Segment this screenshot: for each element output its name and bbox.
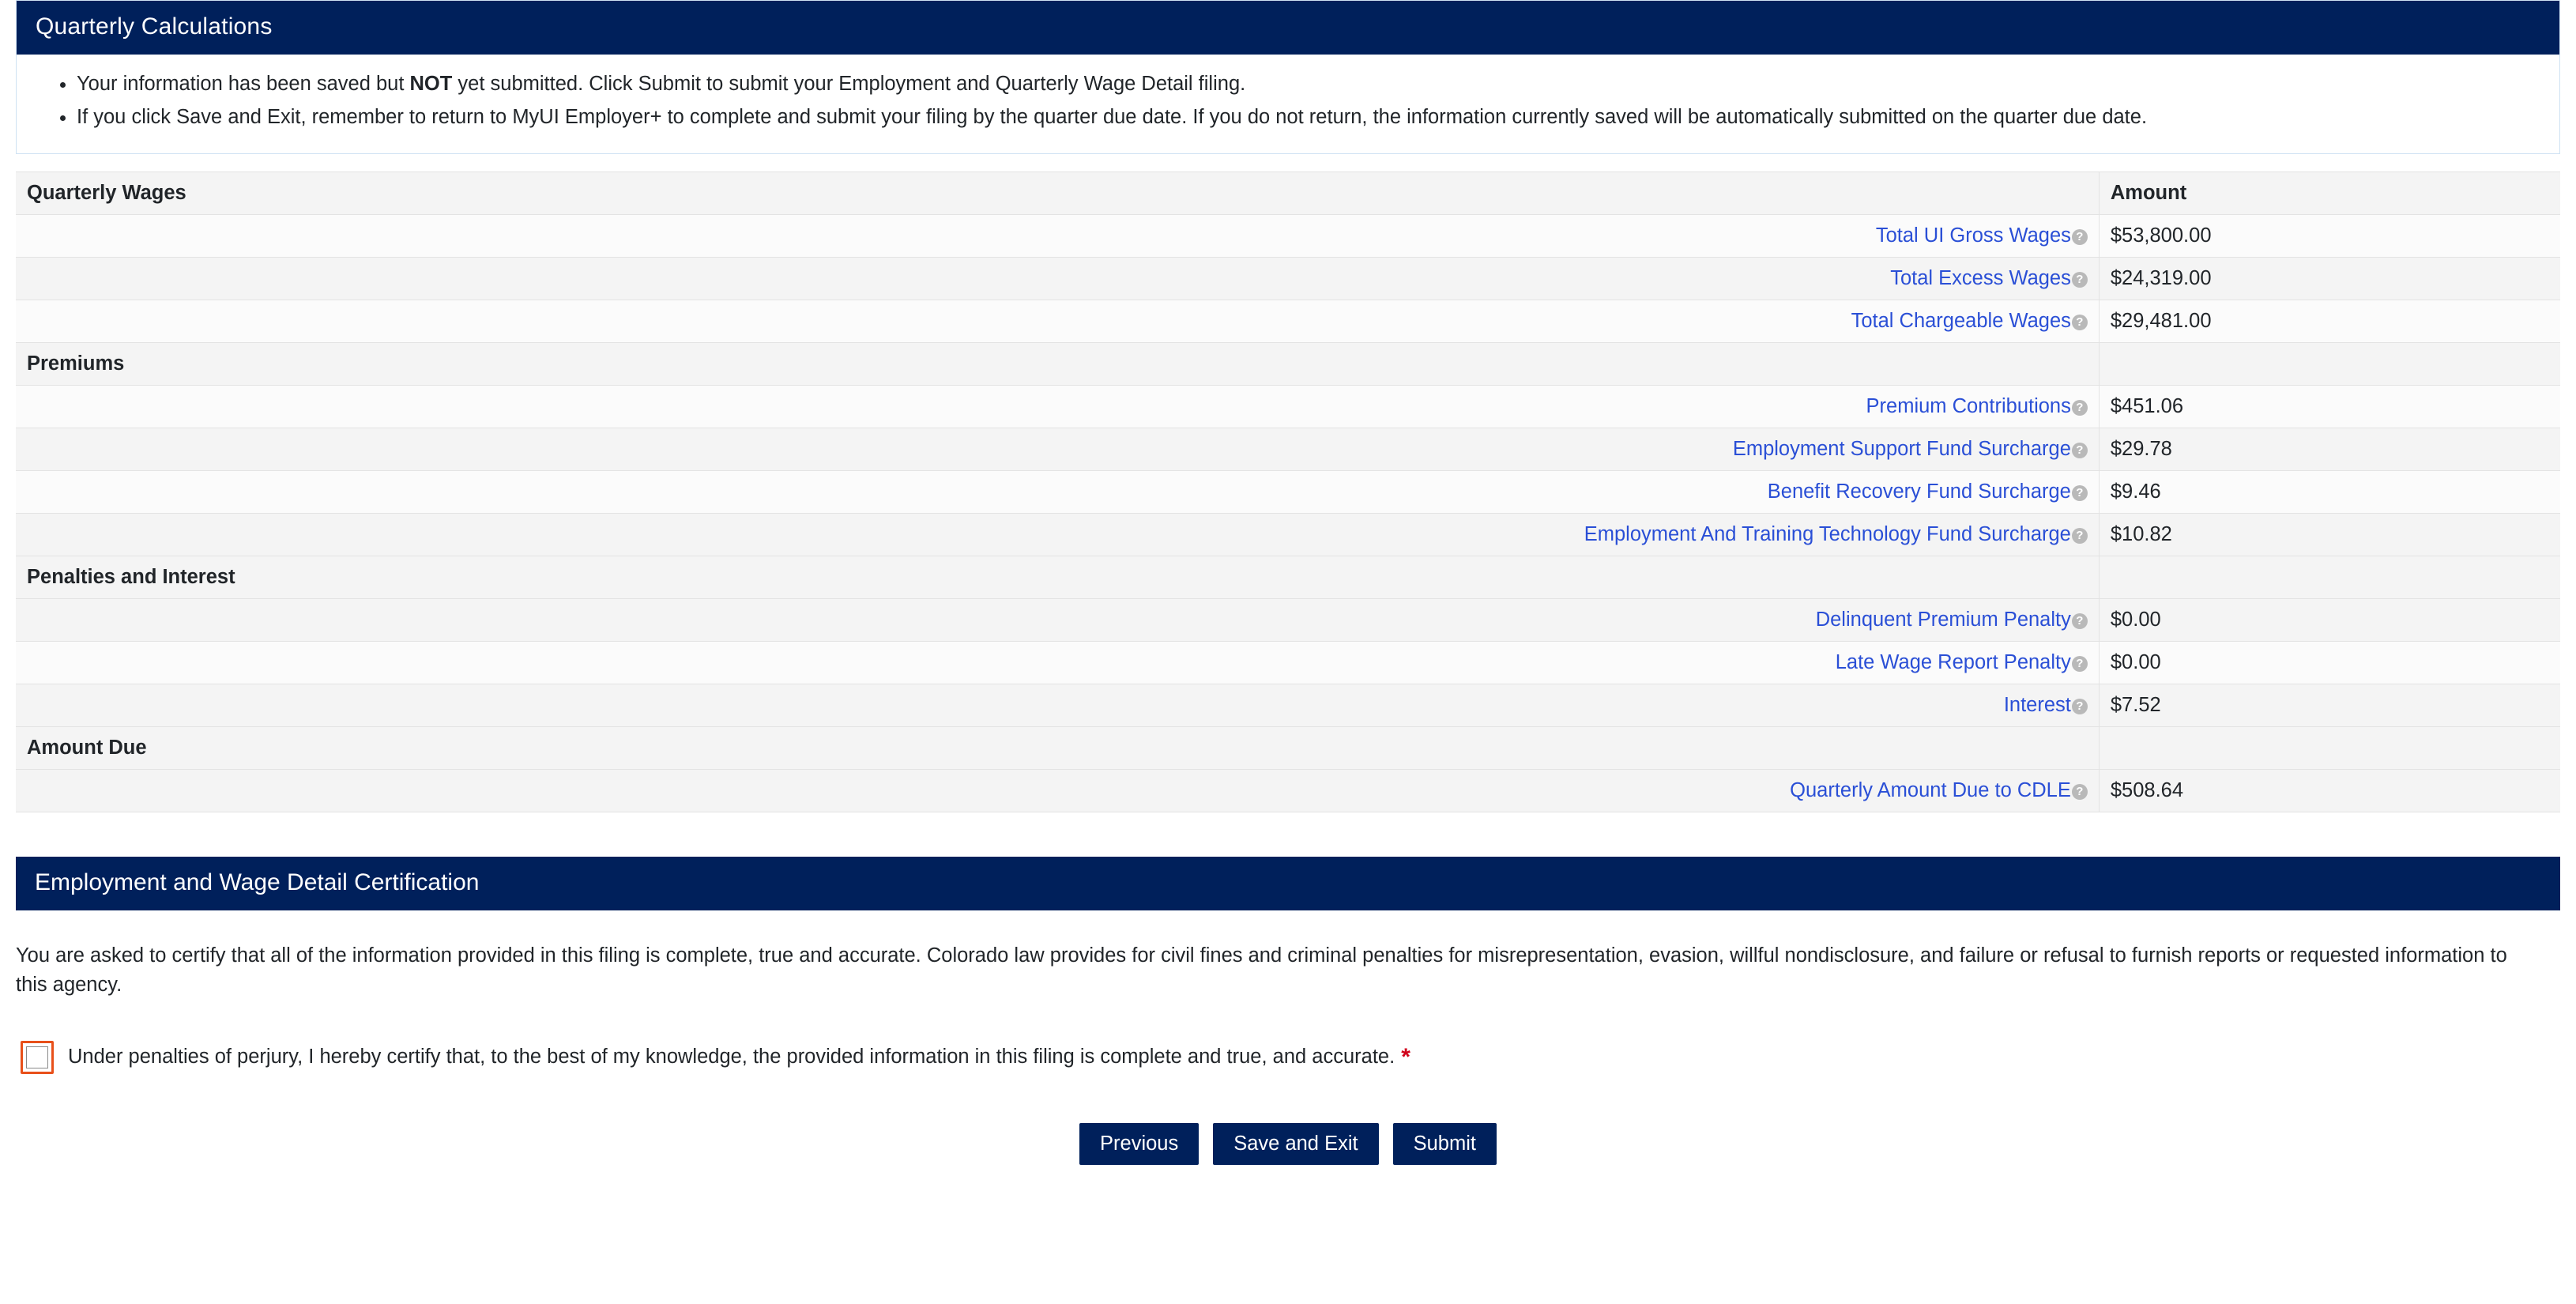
table-row bbox=[16, 769, 2560, 812]
row-amount-cell: $7.52 bbox=[2099, 684, 2560, 726]
panel-title: Quarterly Calculations bbox=[17, 1, 2559, 55]
notice-list bbox=[40, 69, 2536, 133]
certification-checkbox-text: Under penalties of perjury, I hereby certify that, to the best of my knowledge, the provided information in this filing is complete and true, and accurate. bbox=[68, 1045, 1395, 1068]
row-label-link[interactable]: Total UI Gross Wages bbox=[1875, 224, 2071, 247]
row-label-link[interactable]: Employment Support Fund Surcharge bbox=[1732, 437, 2071, 460]
quarterly-calculations-panel bbox=[16, 0, 2560, 154]
row-label-link[interactable]: Delinquent Premium Penalty bbox=[1815, 608, 2071, 631]
notice-text-pre: Your information has been saved but bbox=[77, 73, 410, 95]
row-label-cell bbox=[16, 641, 2099, 684]
form-button-row bbox=[16, 1123, 2560, 1165]
certification-title: Employment and Wage Detail Certification bbox=[16, 857, 2560, 910]
panel-body bbox=[17, 55, 2559, 153]
row-label-cell bbox=[16, 513, 2099, 556]
certification-checkbox-highlight bbox=[21, 1041, 54, 1074]
submit-button[interactable]: Submit bbox=[1393, 1123, 1497, 1165]
row-label-link[interactable]: Late Wage Report Penalty bbox=[1835, 650, 2071, 673]
row-label-cell bbox=[16, 684, 2099, 726]
section-label: Premiums bbox=[16, 342, 2099, 385]
row-amount-cell: $24,319.00 bbox=[2099, 257, 2560, 300]
notice-item bbox=[77, 69, 2536, 99]
row-amount-cell: $29,481.00 bbox=[2099, 300, 2560, 342]
certification-checkbox[interactable] bbox=[26, 1046, 48, 1068]
table-section-row bbox=[16, 556, 2560, 598]
help-icon[interactable]: ? bbox=[2072, 400, 2088, 416]
row-amount-cell: $9.46 bbox=[2099, 470, 2560, 513]
help-icon[interactable]: ? bbox=[2072, 443, 2088, 458]
table-row bbox=[16, 214, 2560, 257]
help-icon[interactable]: ? bbox=[2072, 315, 2088, 330]
quarterly-calculations-table bbox=[16, 171, 2560, 812]
row-label-cell bbox=[16, 598, 2099, 641]
section-amount bbox=[2099, 342, 2560, 385]
row-label-link[interactable]: Interest bbox=[2003, 693, 2071, 716]
certification-body: You are asked to certify that all of the information provided in this filing is complete, true and accurate. Colorado law provides for civil fines and criminal penalties for misrepresentation, evasion, willful nondisclosure, and failure or refusal to furnish reports or requested information to this agency. bbox=[16, 944, 2507, 996]
table-row bbox=[16, 684, 2560, 726]
help-icon[interactable]: ? bbox=[2072, 613, 2088, 629]
section-label: Penalties and Interest bbox=[16, 556, 2099, 598]
table-row bbox=[16, 385, 2560, 428]
row-label-link[interactable]: Employment And Training Technology Fund Surcharge bbox=[1584, 522, 2071, 545]
row-label-link[interactable]: Benefit Recovery Fund Surcharge bbox=[1767, 480, 2071, 503]
help-icon[interactable]: ? bbox=[2072, 272, 2088, 288]
table-row bbox=[16, 428, 2560, 470]
table-section-row bbox=[16, 726, 2560, 769]
row-amount-cell: $451.06 bbox=[2099, 385, 2560, 428]
row-amount-cell: $29.78 bbox=[2099, 428, 2560, 470]
row-label-link[interactable]: Total Chargeable Wages bbox=[1851, 309, 2071, 332]
table-row bbox=[16, 257, 2560, 300]
help-icon[interactable]: ? bbox=[2072, 784, 2088, 800]
row-amount-cell: $0.00 bbox=[2099, 598, 2560, 641]
row-label-cell bbox=[16, 428, 2099, 470]
row-label-cell bbox=[16, 769, 2099, 812]
section-label: Amount Due bbox=[16, 726, 2099, 769]
notice-text-pre: If you click Save and Exit, remember to return to MyUI Employer+ to complete and submit your filing by the quarter due date. If you do not return, the information currently saved will be automatically submitted on the quarter due date. bbox=[77, 106, 2148, 129]
row-amount-cell: $53,800.00 bbox=[2099, 214, 2560, 257]
certification-checkbox-label bbox=[68, 1044, 1410, 1071]
row-amount-cell: $10.82 bbox=[2099, 513, 2560, 556]
notice-text-post: yet submitted. Click Submit to submit your Employment and Quarterly Wage Detail filing. bbox=[452, 73, 1246, 95]
previous-button[interactable]: Previous bbox=[1079, 1123, 1199, 1165]
required-asterisk: * bbox=[1401, 1043, 1410, 1070]
table-row bbox=[16, 641, 2560, 684]
row-label-link[interactable]: Total Excess Wages bbox=[1890, 266, 2071, 289]
save-and-exit-button[interactable]: Save and Exit bbox=[1213, 1123, 1378, 1165]
certification-checkbox-row bbox=[16, 1041, 2560, 1074]
help-icon[interactable]: ? bbox=[2072, 229, 2088, 245]
column-header-amount: Amount bbox=[2099, 171, 2560, 214]
help-icon[interactable]: ? bbox=[2072, 528, 2088, 544]
table-row bbox=[16, 513, 2560, 556]
row-label-cell bbox=[16, 385, 2099, 428]
column-header-quarterly-wages: Quarterly Wages bbox=[16, 171, 2099, 214]
notice-text-emphasis: NOT bbox=[409, 73, 453, 95]
section-amount bbox=[2099, 556, 2560, 598]
table-row bbox=[16, 470, 2560, 513]
row-label-cell bbox=[16, 257, 2099, 300]
table-row bbox=[16, 598, 2560, 641]
row-amount-cell: $0.00 bbox=[2099, 641, 2560, 684]
table-row bbox=[16, 300, 2560, 342]
help-icon[interactable]: ? bbox=[2072, 656, 2088, 672]
notice-item bbox=[77, 102, 2536, 132]
row-label-link[interactable]: Premium Contributions bbox=[1866, 394, 2071, 417]
row-label-cell bbox=[16, 214, 2099, 257]
row-label-cell bbox=[16, 470, 2099, 513]
help-icon[interactable]: ? bbox=[2072, 485, 2088, 501]
help-icon[interactable]: ? bbox=[2072, 699, 2088, 714]
table-section-row bbox=[16, 342, 2560, 385]
section-amount bbox=[2099, 726, 2560, 769]
row-label-cell bbox=[16, 300, 2099, 342]
table-header-row bbox=[16, 171, 2560, 214]
row-label-link[interactable]: Quarterly Amount Due to CDLE bbox=[1790, 778, 2071, 801]
row-amount-cell: $508.64 bbox=[2099, 769, 2560, 812]
